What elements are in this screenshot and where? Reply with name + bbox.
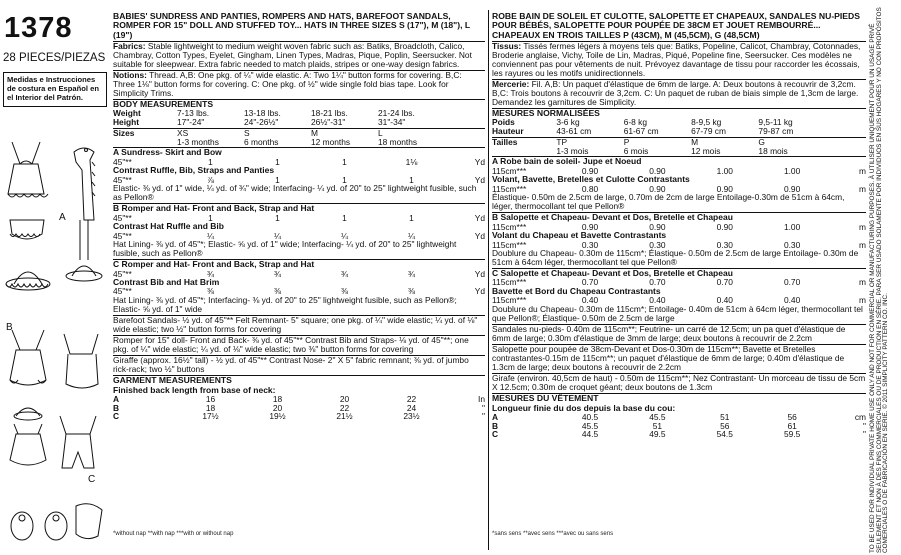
unit-cell: m	[859, 277, 866, 288]
value-cell: 0.30	[649, 239, 666, 250]
fr-fabrics: Tissus: Tissés fermes légers à moyens tels que: Batiks, Popeline, Calicot, Chambray, Cotonnades, Broderie anglaise, Vichy, Toile de Lin, Madras, Piqué, Popeline fine, Seersucker. Ces modèles ne conviennent pas pour vêtements de nuit. Prévoyez davantage de tissu pour raccorder les écossais, les rayures ou les motifs unidirectionnels.	[492, 40, 861, 78]
garment-row	[113, 412, 485, 421]
garment-view: B	[492, 420, 499, 431]
size-age: 1-3 months	[177, 136, 219, 147]
unit-cell: Yd	[474, 156, 485, 167]
value-cell: 0.90	[581, 221, 599, 232]
sizes-row	[113, 128, 485, 137]
fr-footnote: *sans sens **avec sens ***avec ou sans sens	[492, 531, 614, 537]
value-cell: 1	[275, 212, 280, 223]
spacer	[445, 109, 485, 118]
view-group	[113, 259, 485, 314]
spacer	[113, 138, 177, 147]
fr-yardage	[492, 156, 866, 323]
value-cell: ⅞	[207, 174, 214, 185]
size-age: 1-3 mois	[556, 145, 589, 156]
garment-unit: "	[863, 429, 866, 440]
row-label: 115cm***	[492, 295, 527, 306]
value-cell: ¼	[408, 230, 415, 241]
value-cell: 1	[275, 174, 280, 185]
value-cell: 0.90	[581, 165, 599, 176]
contrast-title: Contrast Hat Ruffle and Bib	[113, 221, 224, 232]
unit-cell: Yd	[474, 230, 485, 241]
contrast-title: Contrast Ruffle, Bib, Straps and Panties	[113, 165, 275, 176]
body-row	[113, 118, 485, 127]
body-cell: 17"-24"	[177, 117, 205, 128]
view-group-title: A Sundress- Skirt and Bow	[113, 147, 222, 158]
value-cell: 0.30	[716, 239, 733, 250]
fr-title: ROBE BAIN DE SOLEIL ET CULOTTE, SALOPETTE ET CHAPEAUX, SANDALES NU-PIEDS POUR BÉBÉS, SALOPETTE POUR POUPÉE DE 38CM ET JOUET REMBOURRÉ... CHAPEAUX EN TROIS TAILLES P (43CM), M (45,5CM), G (48,5CM)	[492, 11, 860, 40]
spacer	[492, 147, 556, 156]
value-cell: 1⅛	[405, 156, 418, 167]
en-body-table	[113, 109, 485, 127]
left-column	[0, 12, 112, 555]
garment-value: 19½	[269, 411, 286, 422]
spacer	[826, 118, 866, 127]
garment-value: 17½	[202, 411, 219, 422]
size-code: M	[311, 127, 318, 138]
value-cell: 1	[208, 212, 213, 223]
garment-value: 23½	[403, 411, 420, 422]
en-sizes-table	[113, 128, 485, 147]
size-age: 18 months	[378, 136, 418, 147]
row-label: 45"**	[113, 286, 132, 297]
giraffe-illustration	[74, 148, 95, 260]
body-row-label: Weight	[113, 108, 141, 119]
pieces-count: 28 PIECES/PIEZAS	[3, 52, 106, 64]
value-cell: 0.40	[581, 295, 599, 306]
contrast-title: Volant, Bavette, Bretelles et Culotte Contrastants	[492, 174, 690, 185]
row-label: 45"**	[113, 156, 132, 167]
unit-cell: Yd	[474, 212, 485, 223]
romper-c-illustration	[10, 408, 96, 468]
row-label: 115cm***	[492, 277, 527, 288]
garment-view: B	[113, 402, 120, 413]
garment-value: 51	[652, 420, 663, 431]
view-group-note: Doublure du Chapeau- 0.30m de 115cm*; Élastique- 0.50m de 2.5cm de large Entoilage- 0.30m de 51cm à 64cm léger, thermocollant tel que Pellon®	[492, 248, 859, 268]
sandal-illustrations	[11, 504, 102, 540]
garment-view: A	[492, 411, 499, 422]
value-cell: 1	[208, 156, 213, 167]
unit-cell: m	[859, 239, 866, 250]
garment-value: 24	[406, 402, 417, 413]
garment-value: 20	[339, 393, 350, 404]
size-code: S	[244, 127, 250, 138]
body-cell: 6-8 kg	[623, 117, 647, 128]
garment-row	[113, 395, 485, 404]
garment-value: 61	[787, 420, 797, 431]
size-code: L	[378, 127, 383, 138]
value-cell: ¾	[341, 268, 348, 279]
view-group	[113, 147, 485, 202]
panties-illustration	[10, 220, 44, 239]
value-cell: 1.00	[783, 221, 801, 232]
row-label: 45"**	[113, 212, 132, 223]
body-cell: 3-6 kg	[556, 117, 580, 128]
contrast-title: Contrast Bib and Hat Brim	[113, 277, 220, 288]
size-age: 12 months	[311, 136, 351, 147]
hat-illustrations	[6, 266, 102, 290]
en-title: BABIES' SUNDRESS AND PANTIES, ROMPERS AND HATS, BAREFOOT SANDALS, ROMPER FOR 15" DOLL AND STUFFED TOY... HATS IN THREE SIZES S (17"), M (18"), L (19")	[113, 11, 470, 40]
en-yardage	[113, 147, 485, 314]
garment-row	[492, 430, 866, 439]
en-body-header: BODY MEASUREMENTS	[113, 99, 485, 109]
sizes-label: Sizes	[113, 127, 135, 138]
spacer	[445, 118, 485, 127]
size-code: M	[691, 136, 699, 147]
value-cell: ¼	[274, 230, 281, 241]
size-code: P	[623, 136, 630, 147]
sundress-illustration	[8, 142, 48, 197]
value-cell: 1	[342, 174, 347, 185]
size-age: 6 months	[244, 136, 279, 147]
body-row	[113, 109, 485, 118]
size-code: XS	[177, 127, 189, 138]
en-notions: Notions: Thread. A,B: One pkg. of ¼" wide elastic. A: Two 1¼" button forms for covering. B,C: Three 1⅛" button forms for covering. C: One pkg. of ½" wide single fold bias tape. Look for Simplicity Trims.	[113, 69, 462, 98]
view-group	[492, 212, 866, 267]
fr-garment-table	[492, 413, 866, 439]
en-footnote: *without nap **with nap ***with or without nap	[113, 531, 234, 537]
unit-cell: Yd	[474, 286, 485, 297]
value-cell: ⅜	[341, 286, 348, 297]
value-cell: ¾	[408, 268, 415, 279]
size-code: G	[758, 136, 765, 147]
row-label: 115cm***	[492, 165, 527, 176]
body-cell: 8-9,5 kg	[691, 117, 722, 128]
size-code: TP	[556, 136, 568, 147]
fr-body-table	[492, 118, 866, 136]
value-cell: 0.40	[649, 295, 666, 306]
garment-value: 59.5	[783, 429, 801, 440]
view-label-b: B	[6, 322, 13, 333]
garment-value: 49.5	[649, 429, 666, 440]
garment-row	[492, 413, 866, 422]
view-group-title: B Romper and Hat- Front and Back, Strap and Hat	[113, 203, 315, 214]
view-group-title: B Salopette et Chapeau- Devant et Dos, Bretelle et Chapeau	[492, 212, 733, 223]
spacer	[445, 128, 485, 137]
size-age: 18 mois	[758, 145, 788, 156]
unit-cell: Yd	[474, 268, 485, 279]
ages-row	[113, 138, 485, 147]
fr-body-header: MESURES NORMALISÉES	[492, 108, 866, 118]
garment-unit: "	[482, 411, 485, 422]
french-column	[492, 11, 866, 537]
body-cell: 9,5-11 kg	[758, 117, 793, 128]
body-row-label: Hauteur	[492, 126, 524, 136]
en-sandals: Barefoot Sandals- ½ yd. of 45"** Felt Remnant- 5" square; one pkg. of ¼" wide elastic; ¼ yd. of ⅛" wide elastic; two ½" button forms for covering	[113, 315, 485, 334]
english-column	[113, 11, 485, 537]
view-group-note: Elastic- ⅜ yd. of 1" wide, ¼ yd. of ¾" wide; Interfacing- ¼ yd. of 20" to 25" lightweight fusible, such as Pellon®	[113, 183, 477, 203]
view-group-title: A Robe bain de soleil- Jupe et Noeud	[492, 156, 642, 167]
body-cell: 31"-34"	[378, 117, 406, 128]
view-group-title: C Romper and Hat- Front and Back, Strap and Hat	[113, 259, 315, 270]
body-cell: 13-18 lbs.	[244, 108, 281, 119]
body-cell: 24"-26½"	[244, 117, 279, 128]
unit-cell: m	[859, 165, 866, 176]
view-group	[492, 268, 866, 323]
unit-cell: m	[859, 221, 866, 232]
value-cell: 1	[409, 212, 414, 223]
garment-unit: cm	[854, 411, 866, 422]
view-illustrations	[0, 134, 112, 554]
value-cell: 0.90	[716, 183, 733, 194]
body-row-label: Poids	[492, 117, 515, 128]
garment-view: C	[492, 429, 499, 440]
spacer	[826, 127, 866, 136]
body-cell: 7-13 lbs.	[177, 108, 210, 119]
garment-value: 56	[787, 411, 797, 422]
view-group-title: C Salopette et Chapeau- Devant et Dos, Bretelle et Chapeau	[492, 268, 733, 279]
column-divider	[488, 10, 489, 550]
en-garment-header: GARMENT MEASUREMENTS	[113, 375, 485, 385]
body-cell: 43-61 cm	[556, 126, 592, 136]
value-cell: ⅜	[408, 286, 415, 297]
value-cell: 1	[409, 174, 414, 185]
spacer	[826, 147, 866, 156]
garment-value: 44.5	[581, 429, 599, 440]
garment-value: 22	[406, 393, 417, 404]
view-label-a: A	[59, 212, 66, 223]
value-cell: 1.00	[783, 165, 801, 176]
garment-unit: In	[478, 393, 485, 404]
view-group-note: Doublure du Chapeau- 0.30m de 115cm*; Entoilage- 0.40m de 51cm à 64cm léger, thermocollant tel que Pellon®; Élastique- 0.50m de 2.5cm de large	[492, 304, 863, 324]
garment-value: 40.5	[581, 411, 599, 422]
row-label: 45"**	[113, 230, 132, 241]
size-age: 6 mois	[623, 145, 649, 156]
value-cell: ⅜	[274, 286, 281, 297]
view-group-note: Élastique- 0.50m de 2.5cm de large, 0.70m de 2cm de large Entoilage-0.30m de 51cm à 64cm, léger, thermocollant tel que Pellon®	[492, 192, 845, 212]
body-cell: 79-87 cm	[758, 126, 794, 136]
garment-value: 21½	[336, 411, 353, 422]
value-cell: 0.90	[649, 221, 666, 232]
spacer	[445, 138, 485, 147]
body-cell: 67-79 cm	[691, 126, 726, 136]
romper-b-illustration	[10, 330, 98, 388]
body-cell: 61-67 cm	[623, 126, 659, 136]
sizes-row	[492, 137, 866, 146]
row-label: 45"**	[113, 174, 132, 185]
contrast-title: Bavette et Bord du Chapeau Contrastants	[492, 286, 661, 297]
garment-value: 16	[205, 393, 216, 404]
garment-unit: "	[863, 420, 866, 431]
garment-value: 54.5	[716, 429, 733, 440]
row-label: 45"**	[113, 268, 132, 279]
size-age: 12 mois	[691, 145, 721, 156]
view-label-c: C	[88, 474, 96, 485]
body-cell: 18-21 lbs.	[311, 108, 348, 119]
fr-garment-sub: Longueur finie du dos depuis la base du cou:	[492, 402, 676, 413]
garment-value: 18	[205, 402, 216, 413]
body-cell: 26½"-31"	[311, 117, 346, 128]
en-garment-sub: Finished back length from base of neck:	[113, 384, 276, 395]
fr-giraffe: Girafe (environ. 40,5cm de haut) - 0.50m de 115cm**; Nez Contrastant- Un morceau de tissu de 5cm X 12.5cm; 0.30m de croquet géant; deux boutons de 1.3cm	[492, 373, 866, 393]
row-label: 115cm***	[492, 221, 527, 232]
fr-sandals: Sandales nu-pieds- 0.40m de 115cm**; Feutrine- un carré de 12.5cm; un pa quet d'élastique de 6mm de large; 0.30m d'élastique de 3mm de large; deux boutons à recouvrir de 2.2cm	[492, 324, 866, 343]
value-cell: 1.00	[716, 165, 733, 176]
view-group	[492, 156, 866, 211]
value-cell: 0.40	[716, 295, 733, 306]
garment-view: C	[113, 411, 120, 422]
garment-row	[113, 404, 485, 413]
value-cell: 1	[342, 212, 347, 223]
spanish-note-box: Medidas e Instrucciones de costura en Español en el Interior del Patrón.	[3, 72, 107, 107]
unit-cell: m	[859, 183, 866, 194]
body-row	[492, 118, 866, 127]
value-cell: 0.90	[649, 183, 666, 194]
value-cell: ¾	[274, 268, 281, 279]
value-cell: 0.90	[649, 165, 666, 176]
fr-romper-doll: Salopette pour poupée de 38cm-Devant et Dos-0.30m de 115cm**; Bavette et Bretelles contrastantes-0.15m de 115cm**; un paquet d'élastique de 6mm de large; 0.40m d'élastique de 1.3cm de large; deux boutons à recouvrir de 2.2cm	[492, 344, 866, 372]
value-cell: 0.40	[783, 295, 801, 306]
body-cell: 21-24 lbs.	[378, 108, 415, 119]
garment-value: 20	[272, 402, 283, 413]
value-cell: ⅜	[207, 286, 214, 297]
en-romper-doll: Romper for 15" doll- Front and Back- ⅜ yd. of 45"** Contrast Bib and Straps- ⅛ yd. of 45"**; one pkg. of ¼" wide elastic; ¼ yd. of ⅛" wide elastic; two ⅜" button forms for covering	[113, 335, 485, 354]
view-group-note: Hat Lining- ⅜ yd. of 45"*; Interfacing- ⅜ yd. of 20" to 25" lightweight fusible, such as Pellon®; Elastic- ⅝ yd. of 1" wide	[113, 295, 457, 315]
ages-row	[492, 147, 866, 156]
sizes-label: Tailles	[492, 136, 518, 147]
fr-garment-header: MESURES DU VÊTEMENT	[492, 393, 866, 403]
body-row	[492, 127, 866, 136]
value-cell: ¼	[207, 230, 214, 241]
value-cell: 0.70	[783, 277, 801, 288]
row-label: 115cm***	[492, 183, 527, 194]
view-group	[113, 203, 485, 258]
garment-value: 51	[720, 411, 730, 422]
garment-row	[492, 422, 866, 431]
en-garment-table	[113, 395, 485, 421]
garment-value: 18	[272, 393, 283, 404]
garment-value: 22	[339, 402, 350, 413]
side-legal-text: TO BE USED FOR INDIVIDUAL PRIVATE HOME USE ONLY AND NOT FOR COMMERCIAL OR MANUFACTURING PURPOSES. À UTILISER UNIQUEMENT POUR UN USAGE PRIVÉ SEULEMENT ET NON À DES FINS COMMERCIALES OU DE PRODUCTION EN SÉRIE. PARA SER USADO SOLAMENTE POR INDIVIDUOS EN SUS HOGARES Y NO CON PROPÓSITOS COMERCIALES O DE FABRICACIÓN EN SERIE. © 2011 SIMPLICITY PATTERN CO. INC.	[869, 7, 890, 553]
garment-view: A	[113, 393, 120, 404]
value-cell: 0.90	[783, 183, 801, 194]
contrast-title: Volant du Chapeau et Bavette Contrastants	[492, 230, 667, 241]
value-cell: 0.80	[581, 183, 599, 194]
fr-notions: Mercerie: Fil. A,B: Un paquet d'élastique de 6mm de large. A: Deux boutons à recouvrir de 3,2cm. B,C: Trois boutons à recouvrir de 3,2cm. C: Un paquet de ruban de biais simple de 1,3cm de large. Demandez les garnitures de Simplicity.	[492, 78, 859, 107]
value-cell: 0.30	[581, 239, 599, 250]
unit-cell: m	[859, 295, 866, 306]
spacer	[826, 137, 866, 146]
pattern-number: 1378	[4, 12, 73, 44]
value-cell: 0.70	[716, 277, 733, 288]
en-fabrics: Fabrics: Stable lightweight to medium weight woven fabric such as: Batiks, Broadcloth, Calico, Chambray, Cotton Types, Eyelet, Gingham, Linen Types, Madras, Pique, Poplin, Seersucker. Not suitable for sleepwear. Extra fabric needed to match plaids, stripes or one-way design fabrics.	[113, 40, 472, 69]
garment-value: 45.5	[581, 420, 599, 431]
fr-sizes-table	[492, 137, 866, 156]
value-cell: 0.70	[581, 277, 599, 288]
value-cell: ¼	[341, 230, 348, 241]
value-cell: 0.90	[716, 221, 733, 232]
value-cell: 1	[342, 156, 347, 167]
garment-unit: "	[482, 402, 485, 413]
value-cell: 0.30	[783, 239, 801, 250]
row-label: 115cm***	[492, 239, 527, 250]
value-cell: ¾	[207, 268, 214, 279]
unit-cell: Yd	[474, 174, 485, 185]
value-cell: 1	[275, 156, 280, 167]
en-giraffe: Giraffe (approx. 16½" tall) - ½ yd. of 45"** Contrast Nose- 2" X 5" fabric remnant; ⅜ yd. of jumbo rick-rack; two ½" buttons	[113, 355, 485, 374]
garment-value: 56	[720, 420, 730, 431]
view-group-note: Hat Lining- ⅜ yd. of 45"*; Elastic- ⅝ yd. of 1" wide; Interfacing- ¼ yd. of 20" to 25" lightweight fusible, such as Pellon®	[113, 239, 457, 259]
body-row-label: Height	[113, 117, 140, 128]
value-cell: 0.70	[649, 277, 666, 288]
garment-value: 45.5	[649, 411, 666, 422]
